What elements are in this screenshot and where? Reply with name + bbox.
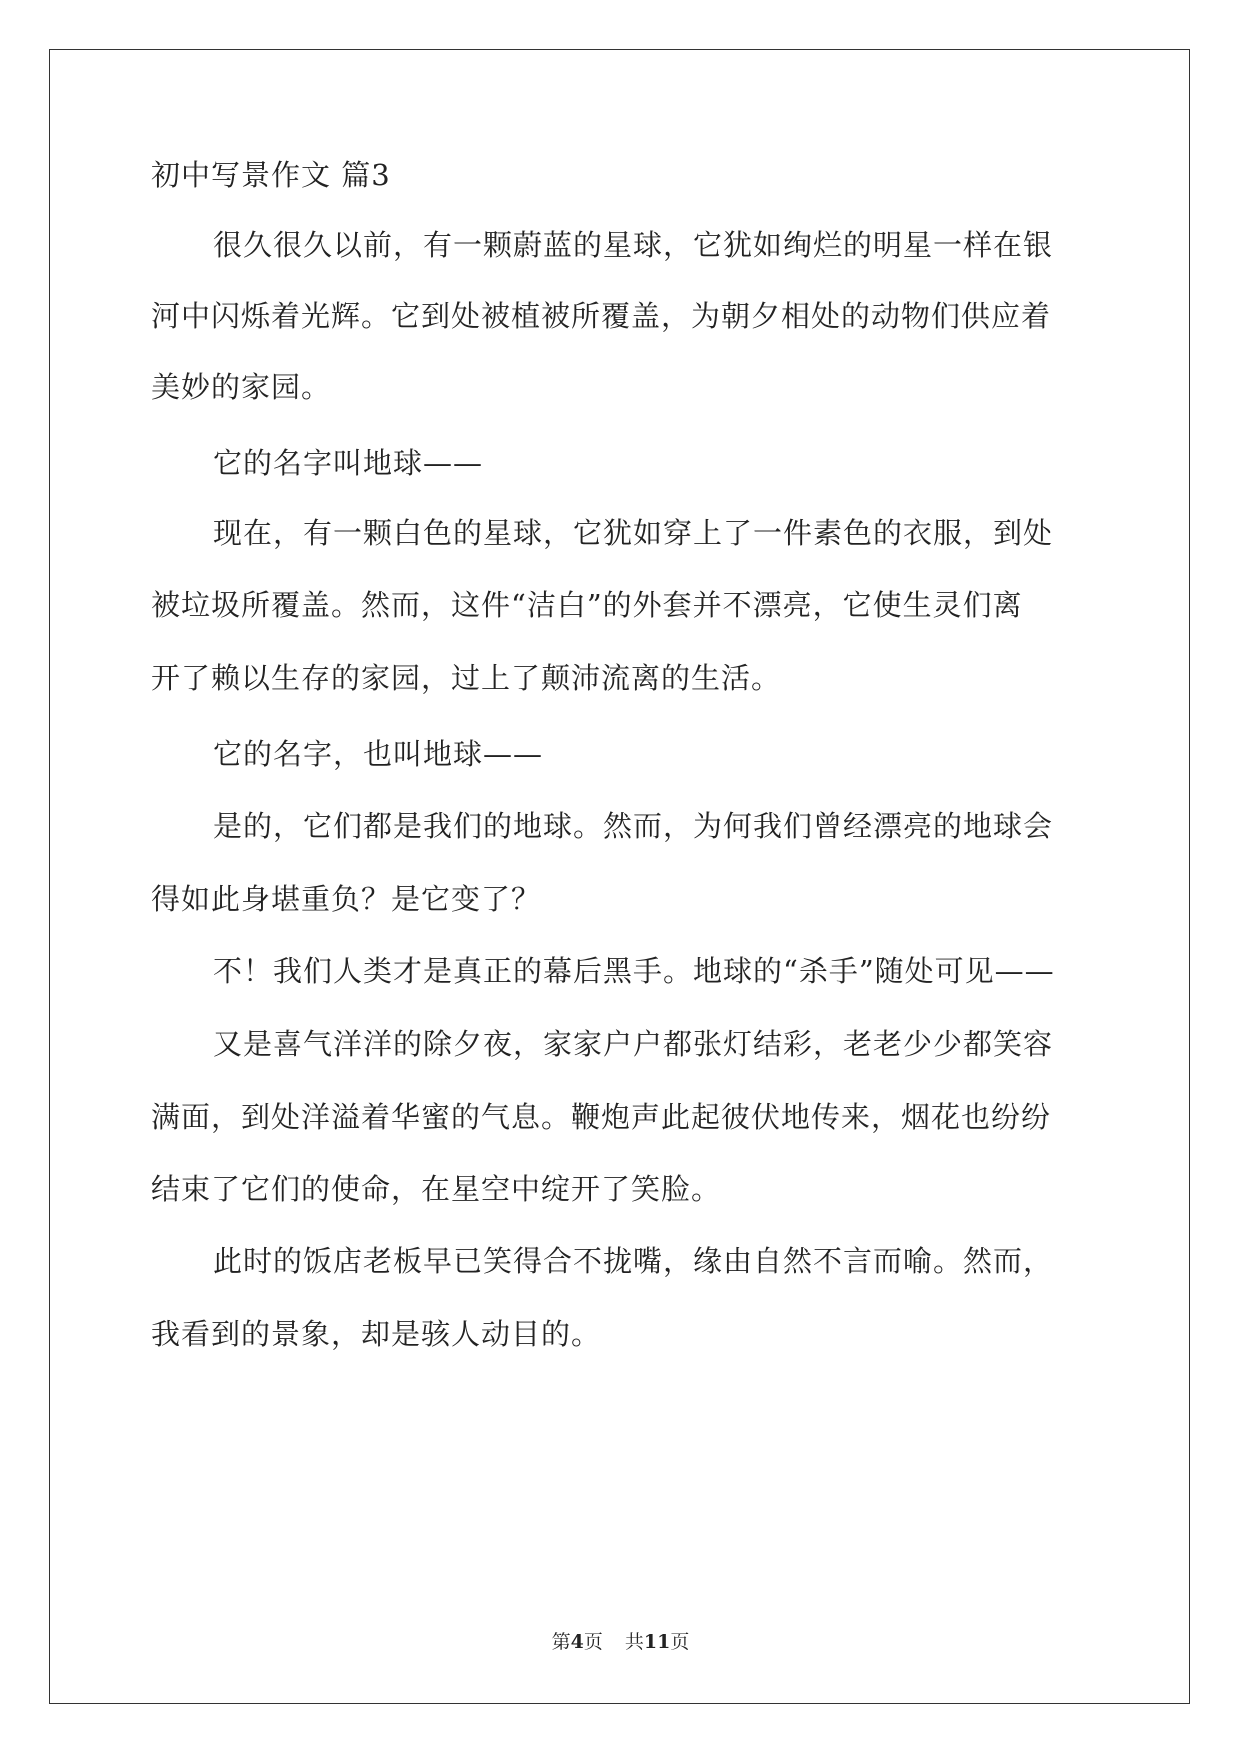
- paragraph-1-line-1: 很久很久以前，有一颗蔚蓝的星球，它犹如绚烂的明星一样在银: [213, 228, 1054, 262]
- document-title: 初中写景作文 篇3: [151, 158, 391, 192]
- paragraph-1-line-3: 美妙的家园。: [151, 370, 332, 404]
- paragraph-2-line-1: 它的名字叫地球——: [213, 446, 484, 480]
- paragraph-7-line-2: 满面，到处洋溢着华蜜的气息。鞭炮声此起彼伏地传来，烟花也纷纷: [151, 1100, 1052, 1134]
- footer-page-prefix: 第: [551, 1631, 571, 1653]
- paragraph-3-line-2: 被垃圾所覆盖。然而，这件“洁白”的外套并不漂亮，它使生灵们离: [151, 588, 1023, 622]
- paragraph-8-line-2: 我看到的景象，却是骇人动目的。: [151, 1317, 602, 1351]
- footer-page-suffix: 页: [583, 1631, 603, 1653]
- page-footer: [0, 1631, 1241, 1653]
- paragraph-8-line-1: 此时的饭店老板早已笑得合不拢嘴，缘由自然不言而喻。然而，: [213, 1244, 1054, 1278]
- footer-page-total: 11: [643, 1631, 671, 1653]
- paragraph-5-line-2: 得如此身堪重负？是它变了？: [151, 882, 542, 916]
- footer-total-prefix: 共: [624, 1631, 644, 1653]
- paragraph-4-line-1: 它的名字，也叫地球——: [213, 737, 544, 771]
- paragraph-6-line-1: 不！我们人类才是真正的幕后黑手。地球的“杀手”随处可见——: [213, 954, 1055, 988]
- paragraph-7-line-3: 结束了它们的使命，在星空中绽开了笑脸。: [151, 1172, 722, 1206]
- paragraph-5-line-1: 是的，它们都是我们的地球。然而，为何我们曾经漂亮的地球会: [213, 809, 1054, 843]
- paragraph-1-line-2: 河中闪烁着光辉。它到处被植被所覆盖，为朝夕相处的动物们供应着: [151, 299, 1052, 333]
- footer-page-current: 4: [570, 1631, 584, 1653]
- paragraph-3-line-1: 现在，有一颗白色的星球，它犹如穿上了一件素色的衣服，到处: [213, 516, 1054, 550]
- paragraph-7-line-1: 又是喜气洋洋的除夕夜，家家户户都张灯结彩，老老少少都笑容: [213, 1027, 1054, 1061]
- paragraph-3-line-3: 开了赖以生存的家园，过上了颠沛流离的生活。: [151, 661, 782, 695]
- footer-total-suffix: 页: [670, 1631, 690, 1653]
